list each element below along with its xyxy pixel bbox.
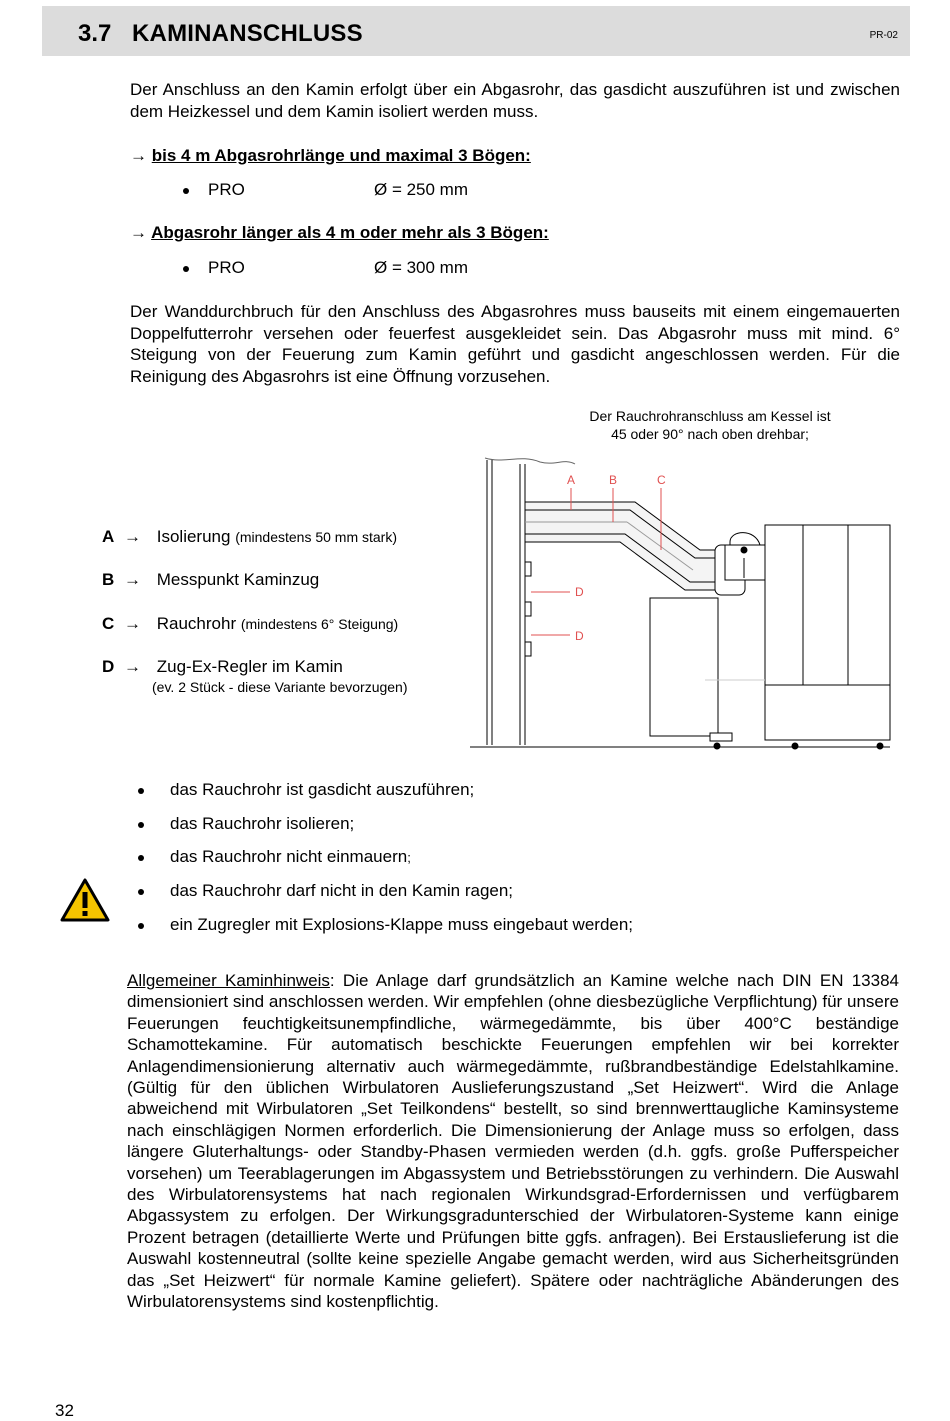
diagram-label-c: C [657,473,666,487]
legend-text: Zug-Ex-Regler im Kamin [156,657,343,676]
legend-text: Rauchrohr [156,614,237,633]
warning-text: das Rauchrohr isolieren; [170,814,355,833]
section-title: KAMINANSCHLUSS [132,20,363,47]
bullet-dot [138,822,144,828]
wall-paragraph: Der Wanddurchbruch für den Anschluss des Abgasrohres muss bauseits mit einem eingemauerten Doppelfutterrohr versehen oder feuerfest ausgekleidet sein. Das Abgasrohr muss mit mind. 6° Steigung von der Feuerung zum Kamin geführt und gasdicht angeschlossen werden. Für die Reinigung des Abgasrohrs ist eine Öffnung vorzusehen. [130,302,900,386]
bullet-dot [138,855,144,861]
diagram-label-b: B [609,473,618,487]
rule-diameter: Ø = 250 mm [374,180,469,199]
page-number: 32 [55,1401,74,1420]
arrow-icon: → [130,146,147,165]
arrow-icon: → [124,657,141,676]
legend-text: Isolierung [156,527,231,546]
bullet-dot [183,188,189,194]
legend-item-a [102,527,397,547]
warning-triangle-icon [60,878,110,922]
ash-container [650,598,765,749]
legend-text: Messpunkt Kaminzug [156,570,320,589]
legend-letter: C [102,614,115,633]
rule-heading-1 [130,146,531,166]
arrow-icon: → [130,223,147,242]
caption-line-1: Der Rauchrohranschluss am Kessel ist [589,408,831,424]
insulated-flue-pipe [525,502,725,590]
legend-item-c [102,614,398,634]
boiler [725,525,890,749]
warning-text: ein Zugregler mit Explosions-Klappe muss eingebaut werden; [170,915,634,934]
warning-text: das Rauchrohr ist gasdicht auszuführen; [170,780,475,799]
bullet-dot [183,266,189,272]
diagram-label-d-upper: D [575,585,584,599]
legend-note-d: (ev. 2 Stück - diese Variante bevorzugen) [152,679,408,695]
draught-regulators [525,562,570,656]
chimney-connection-diagram [465,450,895,755]
section-header [42,6,910,56]
warning-text-main: das Rauchrohr nicht einmauern [170,847,408,866]
rule-diameter: Ø = 300 mm [374,258,469,277]
legend-letter: D [102,657,115,676]
rule-model: PRO [208,258,245,277]
bullet-dot [138,923,144,929]
general-label: Allgemeiner Kaminhinweis [127,971,330,990]
rule-heading-2 [130,223,549,243]
caption-line-2: 45 oder 90° nach oben drehbar; [611,426,809,442]
general-text: Die Anlage darf grundsätzlich an Kamine welche nach DIN EN 13384 dimensioniert sind anschlossen werden. Wir empfehlen (ohne diesbezügliche Verpflichtung) für unsere Feuerungen feuchtigkeitsunempfindliche, wärmegedämmte, bis über 400°C beständige Schamottekamine. Für automatisch beschickte Feuerungen empfehlen wir bei korrekter Anlagendimensionierung alternativ auch wärmegedämmte, rußbrandbeständige Edelstahlkamine. (Gültig für den üblichen Wirbulatoren Auslieferungszustand „Set Heizwert“. Wird die Anlage abweichend mit Wirbulatoren „Set Teilkondens“ bestellt, so sind brennwerttaugliche Kaminsysteme nach einschlägigen Normen erforderlich. Die Dimensionierung der Anlage muss so erfolgen, dass längere Gluterhaltungs- oder Standby-Phasen vermieden werden (d.h. ggfs. große Pufferspeicher vorsehen) um Teerablagerungen im Abgassystem und Betriebsstörungen zu verhindern. Die Auswahl des Wirbulatorensystems hat nach regionalen Wirkundsgrad-Erfordernissen und verfügbarem Abgassystem zu erfolgen. Der Wirkungsgradunterschied der Wirbulatoren-Systeme kann einige Prozent betragen (detaillierte Werte und Prüfungen bitte ggfs. anfragen). Bei Erstauslieferung ist die Auswahl kostenneutral (sollte keine spezielle Angabe gemacht werden, wird aus Sicherheitsgründen das „Set Heizwert“ für normale Kamine geliefert). Spätere oder nachträgliche Abänderungen des Wirbulatorensystems sind kostenpflichtig. [127,971,900,1312]
bullet-dot [138,788,144,794]
general-chimney-note [127,970,899,1313]
warning-text: das Rauchrohr darf nicht in den Kamin ragen; [170,881,514,900]
rule-heading-text: bis 4 m Abgasrohrlänge und maximal 3 Bögen: [151,146,531,165]
diagram-caption [560,407,860,443]
legend-item-b [102,570,319,590]
warning-text [170,847,411,867]
diagram-label-a: A [567,473,576,487]
arrow-icon: → [124,614,141,633]
legend-item-d [102,657,343,677]
intro-paragraph: Der Anschluss an den Kamin erfolgt über ein Abgasrohr, das gasdicht auszuführen ist und zwischen dem Heizkessel und dem Kamin isoliert werden muss. [130,80,900,121]
legend-note: (mindestens 6° Steigung) [240,616,399,632]
legend-letter: B [102,570,115,589]
legend-note: (mindestens 50 mm stark) [235,529,398,545]
rule-heading-text: Abgasrohr länger als 4 m oder mehr als 3 Bögen: [151,223,549,242]
legend-letter: A [102,527,115,546]
section-number: 3.7 [78,20,112,47]
bullet-dot [138,889,144,895]
document-code: PR-02 [869,30,898,41]
rule-model: PRO [208,180,245,199]
diagram-label-d-lower: D [575,629,584,643]
arrow-icon: → [124,527,141,546]
arrow-icon: → [124,570,141,589]
warning-suffix: ; [407,850,411,865]
general-colon: : [329,971,335,990]
